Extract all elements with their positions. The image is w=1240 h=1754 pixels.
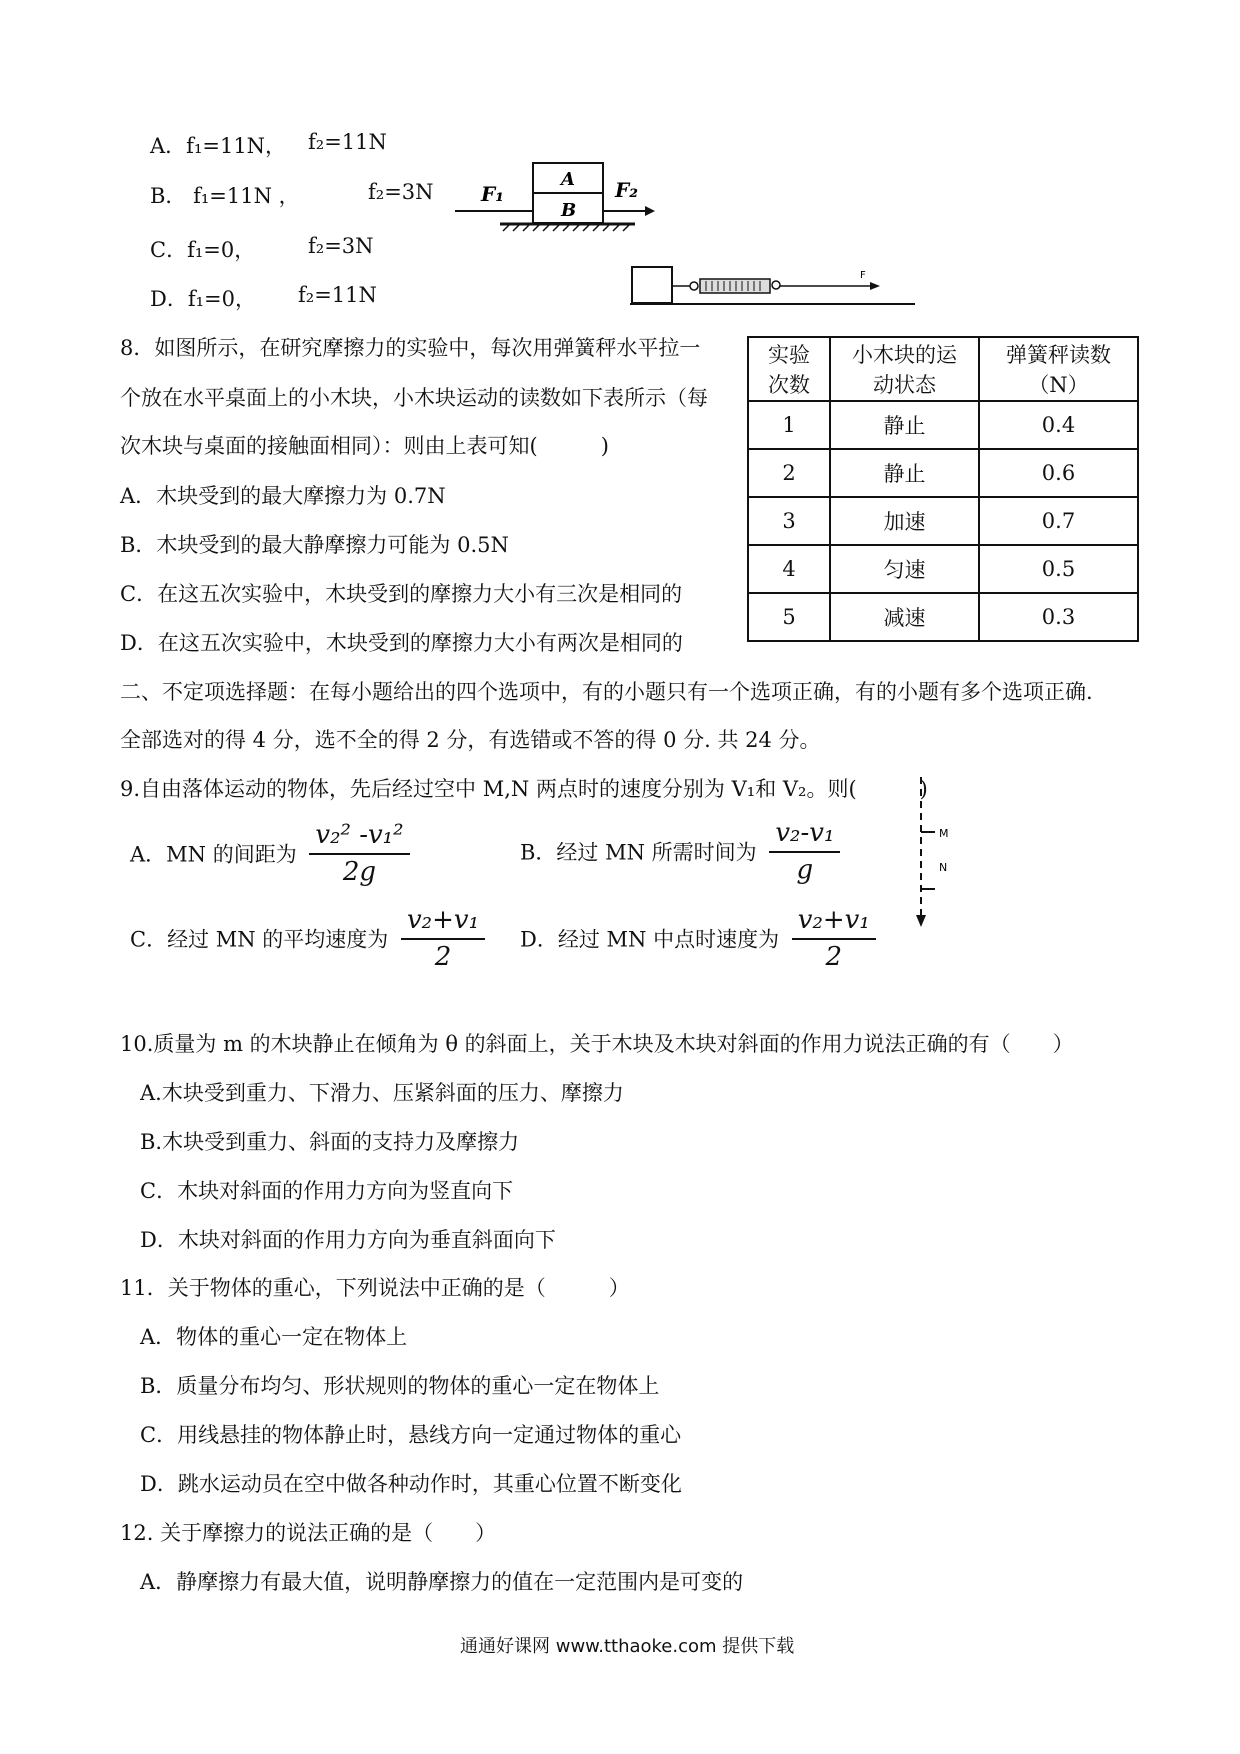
q9-option-d-text: D．经过 MN 中点时速度为	[520, 927, 780, 952]
cell-reading: 0.3	[979, 593, 1138, 641]
label-f: F	[860, 270, 866, 281]
header-trial: 实验 次数	[748, 337, 830, 401]
spring-scale-figure	[630, 262, 920, 312]
q11-option-b: B．质量分布均匀、形状规则的物体的重心一定在物体上	[140, 1374, 660, 1398]
q11-option-a: A．物体的重心一定在物体上	[140, 1325, 408, 1349]
q11-option-c: C．用线悬挂的物体静止时，悬线方向一定通过物体的重心	[140, 1423, 682, 1447]
q10-stem: 10.质量为 m 的木块静止在倾角为 θ 的斜面上，关于木块及木块对斜面的作用力说法正确的有（ ）	[120, 1032, 1074, 1056]
q10-option-a: A.木块受到重力、下滑力、压紧斜面的压力、摩擦力	[140, 1081, 624, 1105]
label-f1: F₁	[481, 182, 504, 206]
table-row	[748, 401, 1138, 449]
q7-option-c-f2: f₂=3N	[308, 234, 374, 258]
q11-stem: 11．关于物体的重心，下列说法中正确的是（ ）	[120, 1276, 630, 1300]
header-state: 小木块的运 动状态	[830, 337, 979, 401]
fraction-denominator: 2	[434, 942, 452, 972]
q11-option-d: D．跳水运动员在空中做各种动作时，其重心位置不断变化	[140, 1472, 682, 1496]
label-a: A	[561, 169, 575, 190]
q9-option-a-fraction	[309, 820, 409, 887]
q9-option-d	[520, 905, 876, 972]
q12-stem: 12. 关于摩擦力的说法正确的是（ ）	[120, 1521, 497, 1545]
cell-state: 静止	[830, 401, 979, 449]
q9-option-c	[130, 905, 485, 972]
cell-trial: 2	[748, 449, 830, 497]
label-b: B	[561, 200, 577, 221]
table-row	[748, 545, 1138, 593]
label-f2: F₂	[615, 178, 638, 202]
table-header-row	[748, 337, 1138, 401]
q9-option-b-fraction	[769, 818, 840, 885]
header-reading: 弹簧秤读数 （N）	[979, 337, 1138, 401]
fraction-numerator: v₂+v₁	[401, 905, 485, 940]
cell-trial: 4	[748, 545, 830, 593]
experiment-table	[747, 336, 1139, 642]
fraction-denominator: g	[796, 855, 814, 885]
page-footer[interactable]: 通通好课网 www.tthaoke.com 提供下载	[460, 1636, 795, 1657]
table-row	[748, 497, 1138, 545]
q12-option-a: A．静摩擦力有最大值，说明静摩擦力的值在一定范围内是可变的	[140, 1570, 744, 1594]
q7-option-d: D．f₁=0，	[150, 287, 256, 311]
q9-option-a-text: A．MN 的间距为	[130, 842, 297, 867]
fraction-numerator: v₂+v₁	[792, 905, 876, 940]
section2-line2: 全部选对的得 4 分，选不全的得 2 分，有选错或不答的得 0 分. 共 24 分。	[120, 728, 821, 752]
cell-trial: 5	[748, 593, 830, 641]
q9-option-b-text: B．经过 MN 所需时间为	[520, 840, 757, 865]
q7-option-b: B． f₁=11N ，	[150, 184, 300, 208]
cell-state: 加速	[830, 497, 979, 545]
wood-block	[632, 267, 672, 303]
q7-option-b-f2: f₂=3N	[368, 180, 434, 204]
q8-option-d: D．在这五次实验中，木块受到的摩擦力大小有两次是相同的	[120, 631, 683, 655]
q10-option-c: C．木块对斜面的作用力方向为竖直向下	[140, 1179, 514, 1203]
fraction-numerator: v₂-v₁	[769, 818, 840, 853]
q7-option-a-f2: f₂=11N	[308, 130, 387, 154]
q8-stem-line1: 8．如图所示，在研究摩擦力的实验中，每次用弹簧秤水平拉一	[120, 336, 701, 360]
q9-stem: 9.自由落体运动的物体，先后经过空中 M,N 两点时的速度分别为 V₁和 V₂。则( )	[120, 777, 928, 801]
q8-stem-line2: 个放在水平桌面上的小木块，小木块运动的读数如下表所示（每	[120, 386, 708, 410]
q8-stem-line3: 次木块与桌面的接触面相同）：则由上表可知( )	[120, 434, 609, 458]
cell-state: 匀速	[830, 545, 979, 593]
blocks-figure	[455, 155, 670, 240]
q8-option-c: C．在这五次实验中，木块受到的摩擦力大小有三次是相同的	[120, 582, 683, 606]
q10-option-d: D．木块对斜面的作用力方向为垂直斜面向下	[140, 1228, 556, 1252]
cell-state: 减速	[830, 593, 979, 641]
section2-line1: 二、不定项选择题：在每小题给出的四个选项中，有的小题只有一个选项正确，有的小题有多个选项正确.	[120, 680, 1093, 704]
q10-option-b: B.木块受到重力、斜面的支持力及摩擦力	[140, 1130, 520, 1154]
q8-option-b: B．木块受到的最大静摩擦力可能为 0.5N	[120, 533, 509, 557]
label-m: M	[939, 827, 949, 840]
q7-option-a: A．f₁=11N，	[150, 134, 287, 158]
label-n: N	[939, 861, 948, 874]
cell-reading: 0.4	[979, 401, 1138, 449]
scale-ring	[690, 282, 698, 290]
q7-option-d-f2: f₂=11N	[298, 283, 377, 307]
fraction-denominator: 2	[825, 942, 843, 972]
pull-ring	[772, 281, 780, 289]
table-row	[748, 593, 1138, 641]
pull-force-arrowhead	[870, 282, 880, 290]
fall-arrowhead	[916, 915, 926, 927]
q9-option-c-fraction	[401, 905, 485, 972]
q7-option-c: C．f₁=0，	[150, 238, 256, 262]
q8-option-a: A．木块受到的最大摩擦力为 0.7N	[120, 484, 446, 508]
free-fall-figure	[905, 775, 955, 935]
q9-option-a	[130, 820, 410, 887]
q9-option-d-fraction	[792, 905, 876, 972]
cell-reading: 0.7	[979, 497, 1138, 545]
fraction-numerator: v₂² -v₁²	[309, 820, 409, 855]
table-row	[748, 449, 1138, 497]
cell-reading: 0.6	[979, 449, 1138, 497]
q9-option-b	[520, 818, 840, 885]
q9-option-c-text: C．经过 MN 的平均速度为	[130, 927, 389, 952]
fraction-denominator: 2g	[342, 857, 377, 887]
force-f2-arrowhead	[645, 206, 655, 216]
cell-trial: 1	[748, 401, 830, 449]
cell-state: 静止	[830, 449, 979, 497]
cell-reading: 0.5	[979, 545, 1138, 593]
cell-trial: 3	[748, 497, 830, 545]
